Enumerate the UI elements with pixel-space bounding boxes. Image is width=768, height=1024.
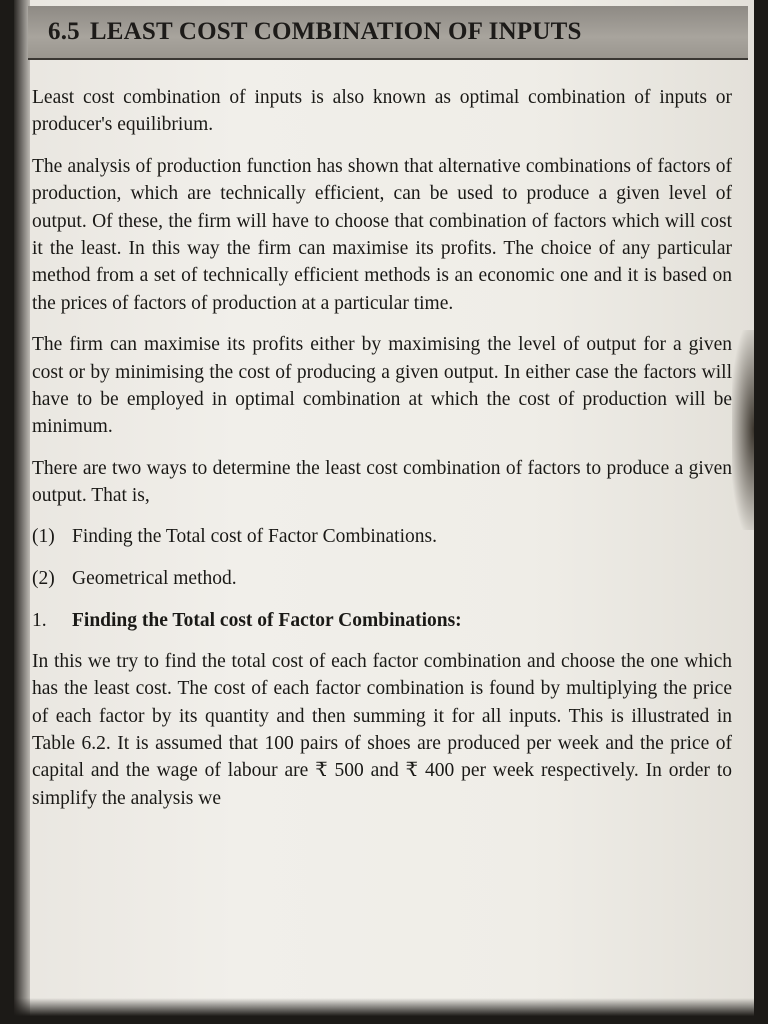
method-number: (1) [32,525,55,547]
section-heading-bar [28,6,748,60]
finger-shadow [732,330,754,530]
section-number: 6.5 [48,18,80,45]
page-content [32,84,732,826]
paragraph-two-ways: There are two ways to determine the least cost combination of factors to produce a given output. That is, [32,457,732,507]
method-number: (2) [32,567,55,589]
method-list-item [32,566,732,592]
paragraph-definition: Least cost combination of inputs is also known as optimal combination of inputs or producer's equilibrium. [32,87,732,136]
subsection-heading [32,608,732,634]
section-title: LEAST COST COMBINATION OF INPUTS [89,18,582,45]
subsection-title: Finding the Total cost of Factor Combinations: [72,609,462,631]
page-binding-shadow [14,0,30,1024]
subsection-number: 1. [32,609,47,631]
method-list-item [32,524,732,550]
paragraph-total-cost: In this we try to find the total cost of each factor combination and choose the one which has the least cost. The cost of each factor combination is found by multiplying the price of each factor by its quantity and then summing it for all inputs. This is illustrated in Table 6.2. It is assumed that 100 pairs of shoes are produced per week and the price of capital and the wage of labour are ₹ 500 and ₹ 400 per week respectively. In order to simplify the analysis we [32,650,732,809]
paragraph-profit-maximisation: The firm can maximise its profits either by maximising the level of output for a given cost or by minimising the cost of producing a given output. In either case the factors will have to be employed in optimal combination at which the cost of production will be minimum. [32,334,732,438]
page-bottom-edge [0,998,768,1024]
method-label: Geometrical method. [72,567,237,589]
paragraph-production-analysis: The analysis of production function has shown that alternative combinations of factors of production, which are technically efficient, can be used to produce a given level of output. Of these, the firm will have to choose that combination of factors which will cost it the least. In this way the firm can maximise its profits. The choice of any particular method from a set of technically efficient methods is an economic one and it is based on the prices of factors of production at a particular time. [32,155,732,314]
section-heading [48,18,582,46]
book-page [14,0,754,1024]
method-label: Finding the Total cost of Factor Combinations. [72,525,437,547]
